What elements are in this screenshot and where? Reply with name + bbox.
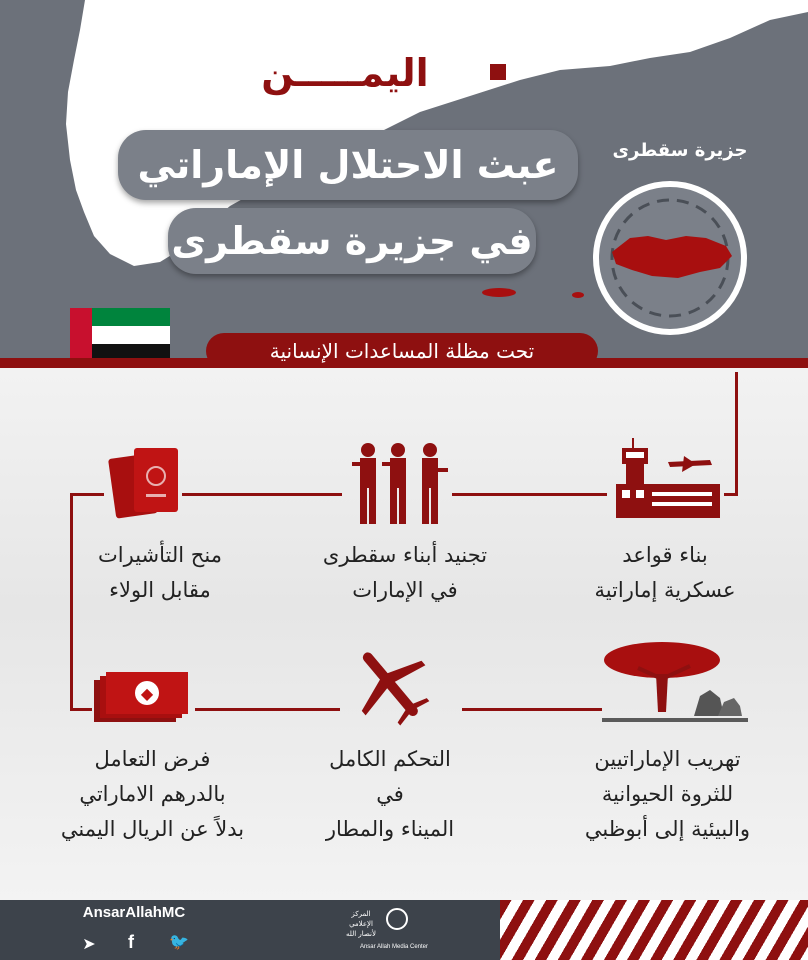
passport-icon [108, 446, 184, 524]
connector-bottom-left-stub [70, 708, 92, 711]
title-pill-line2 [168, 208, 536, 274]
island-label: جزيرة سقطرى [612, 140, 748, 161]
connector-top-mid [452, 493, 607, 496]
facebook-icon[interactable]: f [128, 932, 134, 952]
small-island-1 [482, 288, 516, 297]
footer [0, 900, 808, 960]
footer-handle[interactable]: AnsarAllahMC [82, 904, 186, 921]
uae-flag [70, 308, 170, 362]
twitter-icon[interactable]: 🐦 [169, 932, 189, 951]
dragon-tree-icon [598, 638, 750, 724]
label-control: التحكم الكامل في الميناء والمطار [325, 747, 455, 841]
telegram-icon[interactable]: ➤ [82, 934, 96, 953]
connector-right-vertical [735, 372, 738, 496]
airplane-icon [348, 642, 434, 728]
connector-right-horizontal [724, 493, 738, 496]
title-pill-line1 [118, 130, 578, 200]
connector-bottom-right [462, 708, 602, 711]
svg-text:◆: ◆ [140, 684, 154, 703]
label-visas: منح التأشيرات مقابل الولاء [98, 543, 222, 602]
money-icon [92, 668, 190, 726]
banner-pill [206, 333, 598, 369]
footer-stripes [500, 900, 808, 960]
small-island-2 [572, 292, 584, 298]
title-line1: عبث الاحتلال الإماراتي [137, 143, 559, 187]
military-base-icon [612, 432, 724, 522]
connector-bottom-left [195, 708, 340, 711]
banner-text: تحت مظلة المساعدات الإنسانية [269, 339, 535, 363]
connector-top-left-stub [70, 493, 104, 496]
logo-text-ar-2: الإعلامي [349, 920, 373, 928]
connector-top-left [182, 493, 342, 496]
title-bullet [490, 64, 506, 80]
label-smuggle: تهريب الإماراتيين للثروة الحيوانية والبيئية إلى أبوظبي [584, 747, 751, 841]
country-title: اليمـــــن [261, 51, 429, 95]
label-currency: فرض التعامل بالدرهم الاماراتي بدلاً عن الريال اليمني [60, 747, 245, 841]
socotra-circle [582, 180, 758, 336]
logo-text-ar-1: المركز [351, 910, 371, 918]
title-line2: في جزيرة سقطرى [171, 219, 533, 263]
label-bases: بناء قواعد عسكرية إماراتية [594, 543, 736, 602]
media-center-logo [334, 906, 454, 958]
logo-text-en: Ansar Allah Media Center [359, 944, 429, 950]
label-recruit: تجنيد أبناء سقطرى في الإمارات [322, 543, 488, 602]
logo-circle [386, 908, 408, 930]
soldiers-icon [348, 440, 452, 528]
logo-text-ar-3: لأنصار الله [346, 930, 376, 938]
